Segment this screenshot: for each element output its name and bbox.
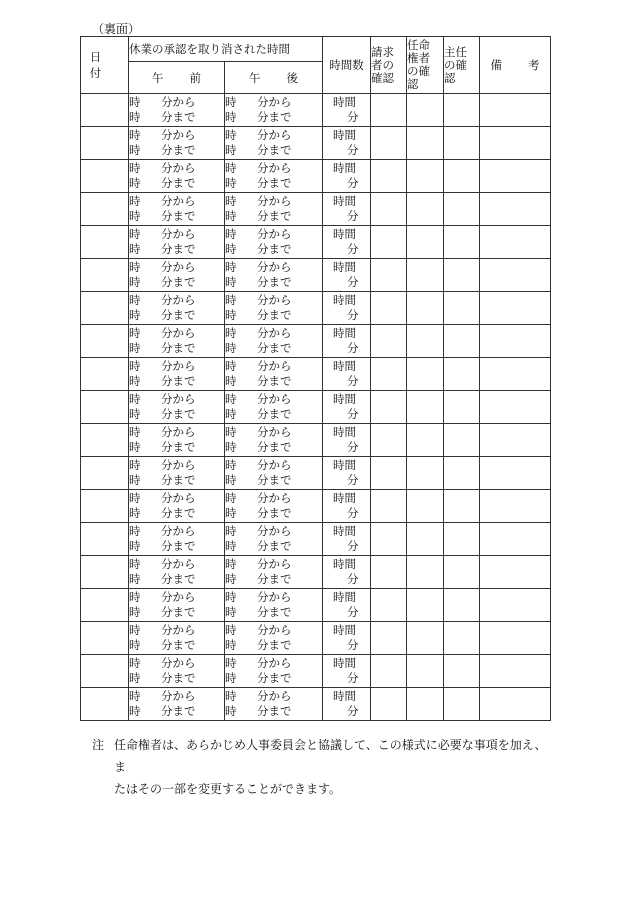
date-cell[interactable] bbox=[81, 259, 129, 292]
chief-check-cell[interactable] bbox=[444, 589, 480, 622]
pm-time-cell[interactable]: 時 分から 時 分まで bbox=[225, 688, 323, 721]
date-cell[interactable] bbox=[81, 556, 129, 589]
requester-check-cell[interactable] bbox=[371, 688, 407, 721]
notes-cell[interactable] bbox=[480, 655, 551, 688]
header-notes: 備 考 bbox=[480, 37, 551, 94]
hours-cell[interactable]: 時間 分 bbox=[323, 193, 371, 226]
chief-check-cell[interactable] bbox=[444, 127, 480, 160]
chief-check-cell[interactable] bbox=[444, 358, 480, 391]
hours-cell[interactable]: 時間 分 bbox=[323, 292, 371, 325]
appointer-check-cell[interactable] bbox=[407, 457, 444, 490]
table-row bbox=[81, 589, 551, 622]
chief-check-cell[interactable] bbox=[444, 94, 480, 127]
requester-check-cell[interactable] bbox=[371, 160, 407, 193]
am-time-cell[interactable]: 時 分から 時 分まで bbox=[129, 127, 225, 160]
table-row bbox=[81, 655, 551, 688]
hours-cell[interactable]: 時間 分 bbox=[323, 160, 371, 193]
table-row bbox=[81, 226, 551, 259]
pm-time-cell[interactable]: 時 分から 時 分まで bbox=[225, 325, 323, 358]
table-row bbox=[81, 391, 551, 424]
notes-cell[interactable] bbox=[480, 556, 551, 589]
requester-check-cell[interactable] bbox=[371, 622, 407, 655]
hours-cell[interactable]: 時間 分 bbox=[323, 490, 371, 523]
am-time-cell[interactable]: 時 分から 時 分まで bbox=[129, 424, 225, 457]
pm-time-cell[interactable]: 時 分から 時 分まで bbox=[225, 391, 323, 424]
requester-check-cell[interactable] bbox=[371, 94, 407, 127]
notes-cell[interactable] bbox=[480, 391, 551, 424]
footnote bbox=[92, 734, 552, 800]
date-cell[interactable] bbox=[81, 655, 129, 688]
hours-cell[interactable]: 時間 分 bbox=[323, 523, 371, 556]
table-row bbox=[81, 688, 551, 721]
chief-check-cell[interactable] bbox=[444, 688, 480, 721]
notes-cell[interactable] bbox=[480, 226, 551, 259]
am-time-cell[interactable]: 時 分から 時 分まで bbox=[129, 490, 225, 523]
chief-check-cell[interactable] bbox=[444, 424, 480, 457]
header-date: 日付 bbox=[81, 37, 129, 94]
notes-cell[interactable] bbox=[480, 325, 551, 358]
requester-check-cell[interactable] bbox=[371, 490, 407, 523]
am-time-cell[interactable]: 時 分から 時 分まで bbox=[129, 556, 225, 589]
footnote-line-2: たはその一部を変更することができます。 bbox=[114, 782, 342, 796]
notes-cell[interactable] bbox=[480, 94, 551, 127]
pm-time-cell[interactable]: 時 分から 時 分まで bbox=[225, 655, 323, 688]
table-row bbox=[81, 424, 551, 457]
appointer-check-cell[interactable] bbox=[407, 193, 444, 226]
hours-cell[interactable]: 時間 分 bbox=[323, 391, 371, 424]
am-time-cell[interactable]: 時 分から 時 分まで bbox=[129, 457, 225, 490]
table-row bbox=[81, 490, 551, 523]
table-row bbox=[81, 292, 551, 325]
page-label: （裏面） bbox=[92, 22, 141, 36]
hours-cell[interactable]: 時間 分 bbox=[323, 688, 371, 721]
pm-time-cell[interactable]: 時 分から 時 分まで bbox=[225, 160, 323, 193]
chief-check-cell[interactable] bbox=[444, 655, 480, 688]
date-cell[interactable] bbox=[81, 226, 129, 259]
date-cell[interactable] bbox=[81, 325, 129, 358]
date-cell[interactable] bbox=[81, 160, 129, 193]
appointer-check-cell[interactable] bbox=[407, 94, 444, 127]
pm-time-cell[interactable]: 時 分から 時 分まで bbox=[225, 94, 323, 127]
requester-check-cell[interactable] bbox=[371, 655, 407, 688]
chief-check-cell[interactable] bbox=[444, 226, 480, 259]
header-chief-check: 主任 の確 認 bbox=[444, 37, 480, 94]
chief-check-cell[interactable] bbox=[444, 160, 480, 193]
date-cell[interactable] bbox=[81, 424, 129, 457]
requester-check-cell[interactable] bbox=[371, 193, 407, 226]
am-time-cell[interactable]: 時 分から 時 分まで bbox=[129, 688, 225, 721]
date-cell[interactable] bbox=[81, 490, 129, 523]
hours-cell[interactable]: 時間 分 bbox=[323, 424, 371, 457]
am-time-cell[interactable]: 時 分から 時 分まで bbox=[129, 358, 225, 391]
appointer-check-cell[interactable] bbox=[407, 490, 444, 523]
chief-check-cell[interactable] bbox=[444, 325, 480, 358]
chief-check-cell[interactable] bbox=[444, 523, 480, 556]
requester-check-cell[interactable] bbox=[371, 127, 407, 160]
appointer-check-cell[interactable] bbox=[407, 688, 444, 721]
notes-cell[interactable] bbox=[480, 193, 551, 226]
chief-check-cell[interactable] bbox=[444, 490, 480, 523]
cancellation-record-table bbox=[80, 36, 551, 721]
footnote-line-1: 任命権者は、あらかじめ人事委員会と協議して、この様式に必要な事項を加え、ま bbox=[114, 738, 547, 774]
header-am: 午 前 bbox=[129, 62, 225, 94]
appointer-check-cell[interactable] bbox=[407, 622, 444, 655]
chief-check-cell[interactable] bbox=[444, 622, 480, 655]
table-body bbox=[81, 94, 551, 721]
hours-cell[interactable]: 時間 分 bbox=[323, 325, 371, 358]
table-row bbox=[81, 556, 551, 589]
notes-cell[interactable] bbox=[480, 259, 551, 292]
appointer-check-cell[interactable] bbox=[407, 391, 444, 424]
appointer-check-cell[interactable] bbox=[407, 358, 444, 391]
notes-cell[interactable] bbox=[480, 127, 551, 160]
footnote-mark: 注 bbox=[92, 738, 105, 752]
hours-cell[interactable]: 時間 分 bbox=[323, 358, 371, 391]
am-time-cell[interactable]: 時 分から 時 分まで bbox=[129, 94, 225, 127]
pm-time-cell[interactable]: 時 分から 時 分まで bbox=[225, 589, 323, 622]
chief-check-cell[interactable] bbox=[444, 292, 480, 325]
chief-check-cell[interactable] bbox=[444, 193, 480, 226]
appointer-check-cell[interactable] bbox=[407, 259, 444, 292]
am-time-cell[interactable]: 時 分から 時 分まで bbox=[129, 325, 225, 358]
appointer-check-cell[interactable] bbox=[407, 226, 444, 259]
hours-cell[interactable]: 時間 分 bbox=[323, 622, 371, 655]
date-cell[interactable] bbox=[81, 193, 129, 226]
notes-cell[interactable] bbox=[480, 457, 551, 490]
am-time-cell[interactable]: 時 分から 時 分まで bbox=[129, 226, 225, 259]
date-cell[interactable] bbox=[81, 94, 129, 127]
hours-cell[interactable]: 時間 分 bbox=[323, 127, 371, 160]
appointer-check-cell[interactable] bbox=[407, 556, 444, 589]
appointer-check-cell[interactable] bbox=[407, 160, 444, 193]
pm-time-cell[interactable]: 時 分から 時 分まで bbox=[225, 556, 323, 589]
requester-check-cell[interactable] bbox=[371, 424, 407, 457]
hours-cell[interactable]: 時間 分 bbox=[323, 259, 371, 292]
requester-check-cell[interactable] bbox=[371, 259, 407, 292]
table-row bbox=[81, 259, 551, 292]
requester-check-cell[interactable] bbox=[371, 292, 407, 325]
date-cell[interactable] bbox=[81, 688, 129, 721]
am-time-cell[interactable]: 時 分から 時 分まで bbox=[129, 193, 225, 226]
requester-check-cell[interactable] bbox=[371, 226, 407, 259]
header-requester-check: 請求 者の 確認 bbox=[371, 37, 407, 94]
requester-check-cell[interactable] bbox=[371, 457, 407, 490]
appointer-check-cell[interactable] bbox=[407, 424, 444, 457]
header-pm: 午 後 bbox=[225, 62, 323, 94]
appointer-check-cell[interactable] bbox=[407, 325, 444, 358]
appointer-check-cell[interactable] bbox=[407, 292, 444, 325]
am-time-cell[interactable]: 時 分から 時 分まで bbox=[129, 622, 225, 655]
pm-time-cell[interactable]: 時 分から 時 分まで bbox=[225, 292, 323, 325]
date-cell[interactable] bbox=[81, 523, 129, 556]
table-row bbox=[81, 457, 551, 490]
notes-cell[interactable] bbox=[480, 358, 551, 391]
hours-cell[interactable]: 時間 分 bbox=[323, 589, 371, 622]
table-row bbox=[81, 127, 551, 160]
am-time-cell[interactable]: 時 分から 時 分まで bbox=[129, 292, 225, 325]
appointer-check-cell[interactable] bbox=[407, 589, 444, 622]
hours-cell[interactable]: 時間 分 bbox=[323, 94, 371, 127]
date-cell[interactable] bbox=[81, 292, 129, 325]
date-cell[interactable] bbox=[81, 589, 129, 622]
am-time-cell[interactable]: 時 分から 時 分まで bbox=[129, 259, 225, 292]
requester-check-cell[interactable] bbox=[371, 325, 407, 358]
requester-check-cell[interactable] bbox=[371, 556, 407, 589]
pm-time-cell[interactable]: 時 分から 時 分まで bbox=[225, 259, 323, 292]
hours-cell[interactable]: 時間 分 bbox=[323, 556, 371, 589]
notes-cell[interactable] bbox=[480, 688, 551, 721]
header-appointer-check: 任命 権者 の確 認 bbox=[407, 37, 444, 94]
requester-check-cell[interactable] bbox=[371, 358, 407, 391]
table-row bbox=[81, 523, 551, 556]
pm-time-cell[interactable]: 時 分から 時 分まで bbox=[225, 358, 323, 391]
header-cancel-time: 休業の承認を取り消された時間 bbox=[129, 37, 323, 62]
requester-check-cell[interactable] bbox=[371, 589, 407, 622]
am-time-cell[interactable]: 時 分から 時 分まで bbox=[129, 589, 225, 622]
chief-check-cell[interactable] bbox=[444, 457, 480, 490]
requester-check-cell[interactable] bbox=[371, 391, 407, 424]
table-row bbox=[81, 193, 551, 226]
pm-time-cell[interactable]: 時 分から 時 分まで bbox=[225, 490, 323, 523]
pm-time-cell[interactable]: 時 分から 時 分まで bbox=[225, 622, 323, 655]
hours-cell[interactable]: 時間 分 bbox=[323, 226, 371, 259]
appointer-check-cell[interactable] bbox=[407, 523, 444, 556]
pm-time-cell[interactable]: 時 分から 時 分まで bbox=[225, 457, 323, 490]
notes-cell[interactable] bbox=[480, 292, 551, 325]
appointer-check-cell[interactable] bbox=[407, 127, 444, 160]
appointer-check-cell[interactable] bbox=[407, 655, 444, 688]
notes-cell[interactable] bbox=[480, 589, 551, 622]
date-cell[interactable] bbox=[81, 127, 129, 160]
pm-time-cell[interactable]: 時 分から 時 分まで bbox=[225, 424, 323, 457]
pm-time-cell[interactable]: 時 分から 時 分まで bbox=[225, 226, 323, 259]
table-row bbox=[81, 325, 551, 358]
date-cell[interactable] bbox=[81, 622, 129, 655]
chief-check-cell[interactable] bbox=[444, 259, 480, 292]
chief-check-cell[interactable] bbox=[444, 391, 480, 424]
notes-cell[interactable] bbox=[480, 523, 551, 556]
am-time-cell[interactable]: 時 分から 時 分まで bbox=[129, 523, 225, 556]
date-cell[interactable] bbox=[81, 457, 129, 490]
notes-cell[interactable] bbox=[480, 160, 551, 193]
notes-cell[interactable] bbox=[480, 490, 551, 523]
table-row bbox=[81, 358, 551, 391]
table-row bbox=[81, 622, 551, 655]
hours-cell[interactable]: 時間 分 bbox=[323, 655, 371, 688]
pm-time-cell[interactable]: 時 分から 時 分まで bbox=[225, 193, 323, 226]
date-cell[interactable] bbox=[81, 358, 129, 391]
am-time-cell[interactable]: 時 分から 時 分まで bbox=[129, 655, 225, 688]
table-row bbox=[81, 94, 551, 127]
header-hours: 時間数 bbox=[323, 37, 371, 94]
table-row bbox=[81, 160, 551, 193]
am-time-cell[interactable]: 時 分から 時 分まで bbox=[129, 391, 225, 424]
chief-check-cell[interactable] bbox=[444, 556, 480, 589]
pm-time-cell[interactable]: 時 分から 時 分まで bbox=[225, 127, 323, 160]
notes-cell[interactable] bbox=[480, 424, 551, 457]
am-time-cell[interactable]: 時 分から 時 分まで bbox=[129, 160, 225, 193]
notes-cell[interactable] bbox=[480, 622, 551, 655]
date-cell[interactable] bbox=[81, 391, 129, 424]
hours-cell[interactable]: 時間 分 bbox=[323, 457, 371, 490]
pm-time-cell[interactable]: 時 分から 時 分まで bbox=[225, 523, 323, 556]
requester-check-cell[interactable] bbox=[371, 523, 407, 556]
